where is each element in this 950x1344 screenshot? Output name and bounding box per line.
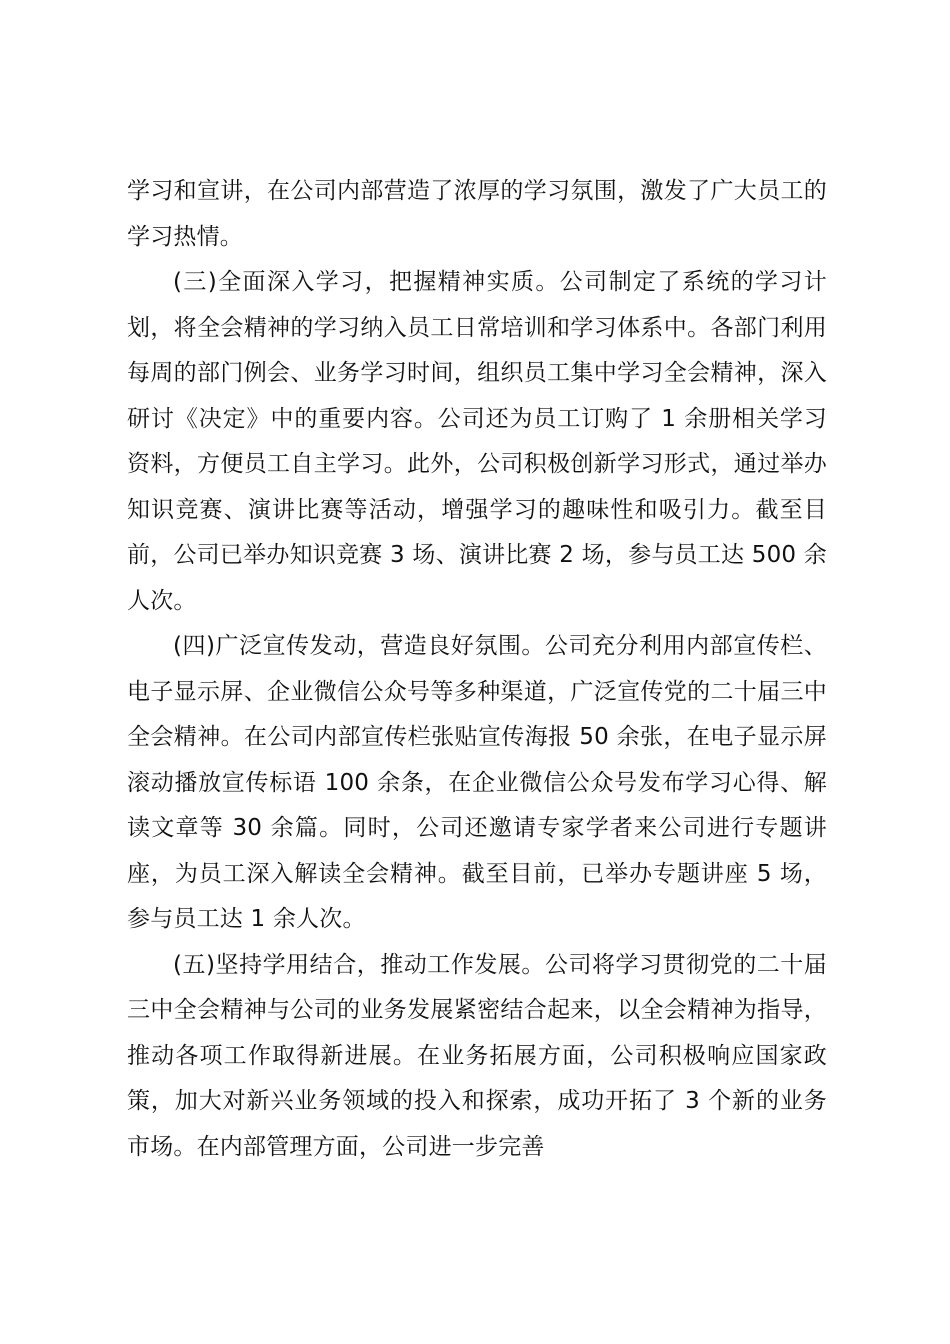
paragraph-continuation: 学习和宣讲，在公司内部营造了浓厚的学习氛围，激发了广大员工的学习热情。 (127, 178, 827, 250)
document-body (127, 169, 827, 1170)
paragraph-section-four: (四)广泛宣传发动，营造良好氛围。公司充分利用内部宣传栏、电子显示屏、企业微信公众号等多种渠道，广泛宣传党的二十届三中全会精神。在公司内部宣传栏张贴宣传海报 50 余张，在电子显示屏滚动播放宣传标语 100 余条，在企业微信公众号发布学习心得、解读文章等 30 余篇。同时，公司还邀请专家学者来公司进行专题讲座，为员工深入解读全会精神。截至目前，已举办专题讲座 5 场，参与员工达 1 余人次。 (127, 633, 827, 932)
paragraph-section-three: (三)全面深入学习，把握精神实质。公司制定了系统的学习计划，将全会精神的学习纳入员工日常培训和学习体系中。各部门利用每周的部门例会、业务学习时间，组织员工集中学习全会精神，深入研讨《决定》中的重要内容。公司还为员工订购了 1 余册相关学习资料，方便员工自主学习。此外，公司积极创新学习形式，通过举办知识竞赛、演讲比赛等活动，增强学习的趣味性和吸引力。截至目前，公司已举办知识竞赛 3 场、演讲比赛 2 场，参与员工达 500 余人次。 (127, 269, 827, 614)
paragraph-section-five: (五)坚持学用结合，推动工作发展。公司将学习贯彻党的二十届三中全会精神与公司的业务发展紧密结合起来，以全会精神为指导，推动各项工作取得新进展。在业务拓展方面，公司积极响应国家政策，加大对新兴业务领域的投入和探索，成功开拓了 3 个新的业务市场。在内部管理方面，公司进一步完善 (127, 951, 827, 1160)
